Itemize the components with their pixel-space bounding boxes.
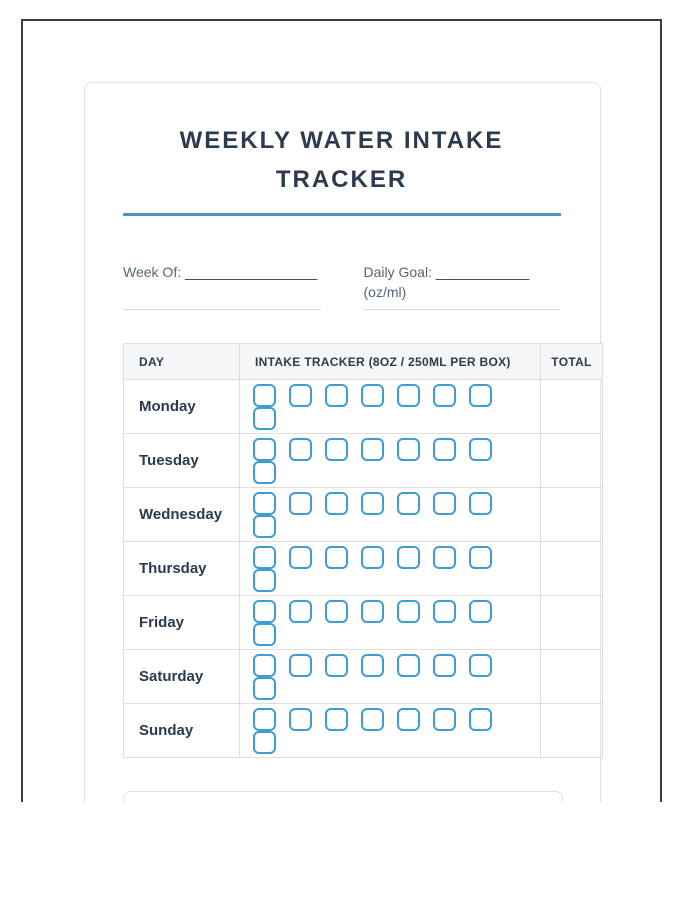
daily-goal-field — [364, 262, 561, 310]
table-header-row — [124, 344, 603, 380]
intake-checkbox[interactable] — [361, 546, 384, 569]
intake-boxes-cell — [240, 488, 541, 542]
intake-checkbox[interactable] — [397, 546, 420, 569]
intake-checkbox[interactable] — [253, 677, 276, 700]
form-fields — [123, 262, 560, 310]
week-of-label: Week Of: — [123, 264, 182, 280]
intake-boxes-cell — [240, 542, 541, 596]
intake-checkbox[interactable] — [469, 492, 492, 515]
intake-checkbox[interactable] — [433, 438, 456, 461]
table-row — [124, 542, 603, 596]
daily-goal-unit-note: (oz/ml) — [363, 284, 407, 300]
intake-checkbox[interactable] — [325, 600, 348, 623]
intake-checkbox[interactable] — [397, 492, 420, 515]
week-of-blank[interactable]: _________________ — [184, 264, 318, 280]
intake-checkbox[interactable] — [397, 654, 420, 677]
intake-boxes-cell — [240, 434, 541, 488]
week-of-label-line — [123, 262, 321, 282]
total-cell[interactable] — [541, 650, 603, 704]
intake-checkbox[interactable] — [325, 384, 348, 407]
intake-checkbox[interactable] — [253, 623, 276, 646]
intake-checkbox[interactable] — [433, 600, 456, 623]
intake-checkbox[interactable] — [361, 438, 384, 461]
intake-checkbox[interactable] — [289, 600, 312, 623]
intake-boxes-cell — [240, 704, 541, 758]
daily-goal-input-line[interactable] — [364, 302, 561, 310]
intake-checkbox[interactable] — [397, 438, 420, 461]
intake-checkbox[interactable] — [289, 438, 312, 461]
intake-checkbox[interactable] — [253, 384, 276, 407]
intake-checkbox[interactable] — [433, 492, 456, 515]
day-cell: Sunday — [124, 704, 240, 758]
intake-checkbox[interactable] — [325, 546, 348, 569]
table-row — [124, 380, 603, 434]
day-cell: Saturday — [124, 650, 240, 704]
intake-checkbox[interactable] — [433, 708, 456, 731]
intake-checkbox[interactable] — [397, 384, 420, 407]
day-cell: Thursday — [124, 542, 240, 596]
total-cell[interactable] — [541, 488, 603, 542]
intake-checkbox[interactable] — [253, 438, 276, 461]
table-row — [124, 704, 603, 758]
col-header-intake: INTAKE TRACKER (8OZ / 250ML PER BOX) — [240, 344, 541, 380]
intake-checkbox[interactable] — [433, 384, 456, 407]
intake-checkbox[interactable] — [253, 546, 276, 569]
intake-checkbox[interactable] — [469, 438, 492, 461]
table-row — [124, 596, 603, 650]
intake-checkbox[interactable] — [253, 461, 276, 484]
total-cell[interactable] — [541, 596, 603, 650]
table-row — [124, 488, 603, 542]
intake-table — [123, 343, 603, 758]
page-title: WEEKLY WATER INTAKE TRACKER — [179, 127, 504, 193]
intake-checkbox[interactable] — [325, 492, 348, 515]
intake-checkbox[interactable] — [361, 492, 384, 515]
intake-boxes-cell — [240, 380, 541, 434]
total-cell[interactable] — [541, 434, 603, 488]
intake-checkbox[interactable] — [253, 407, 276, 430]
week-of-input-line[interactable] — [123, 302, 321, 310]
intake-checkbox[interactable] — [397, 708, 420, 731]
intake-checkbox[interactable] — [253, 515, 276, 538]
intake-checkbox[interactable] — [325, 654, 348, 677]
col-header-total: TOTAL — [541, 344, 603, 380]
intake-checkbox[interactable] — [289, 546, 312, 569]
intake-checkbox[interactable] — [433, 546, 456, 569]
daily-goal-label-line — [364, 262, 561, 282]
intake-checkbox[interactable] — [361, 600, 384, 623]
next-section-card — [123, 791, 563, 802]
intake-checkbox[interactable] — [289, 708, 312, 731]
title-divider — [123, 213, 561, 216]
day-cell: Friday — [124, 596, 240, 650]
intake-checkbox[interactable] — [253, 569, 276, 592]
intake-checkbox[interactable] — [469, 546, 492, 569]
intake-checkbox[interactable] — [253, 708, 276, 731]
intake-checkbox[interactable] — [469, 600, 492, 623]
day-cell: Monday — [124, 380, 240, 434]
intake-checkbox[interactable] — [469, 654, 492, 677]
day-cell: Wednesday — [124, 488, 240, 542]
col-header-day: DAY — [124, 344, 240, 380]
intake-checkbox[interactable] — [253, 731, 276, 754]
intake-checkbox[interactable] — [325, 708, 348, 731]
total-cell[interactable] — [541, 542, 603, 596]
intake-checkbox[interactable] — [361, 708, 384, 731]
intake-checkbox[interactable] — [433, 654, 456, 677]
intake-checkbox[interactable] — [469, 384, 492, 407]
intake-checkbox[interactable] — [289, 654, 312, 677]
page-border-frame — [21, 19, 662, 802]
total-cell[interactable] — [541, 704, 603, 758]
week-of-field — [123, 262, 321, 310]
daily-goal-label: Daily Goal: — [363, 264, 432, 280]
table-body — [124, 380, 603, 758]
intake-checkbox[interactable] — [325, 438, 348, 461]
intake-checkbox[interactable] — [361, 654, 384, 677]
day-cell: Tuesday — [124, 434, 240, 488]
table-header — [124, 344, 603, 380]
table-row — [124, 650, 603, 704]
intake-boxes-cell — [240, 650, 541, 704]
daily-goal-blank[interactable]: ____________ — [435, 264, 530, 280]
tracker-card — [84, 82, 601, 802]
intake-boxes-cell — [240, 596, 541, 650]
intake-checkbox[interactable] — [253, 600, 276, 623]
intake-checkbox[interactable] — [397, 600, 420, 623]
intake-checkbox[interactable] — [289, 384, 312, 407]
intake-checkbox[interactable] — [469, 708, 492, 731]
table-row — [124, 434, 603, 488]
intake-checkbox[interactable] — [361, 384, 384, 407]
intake-checkbox[interactable] — [253, 654, 276, 677]
intake-checkbox[interactable] — [253, 492, 276, 515]
total-cell[interactable] — [541, 380, 603, 434]
intake-checkbox[interactable] — [289, 492, 312, 515]
